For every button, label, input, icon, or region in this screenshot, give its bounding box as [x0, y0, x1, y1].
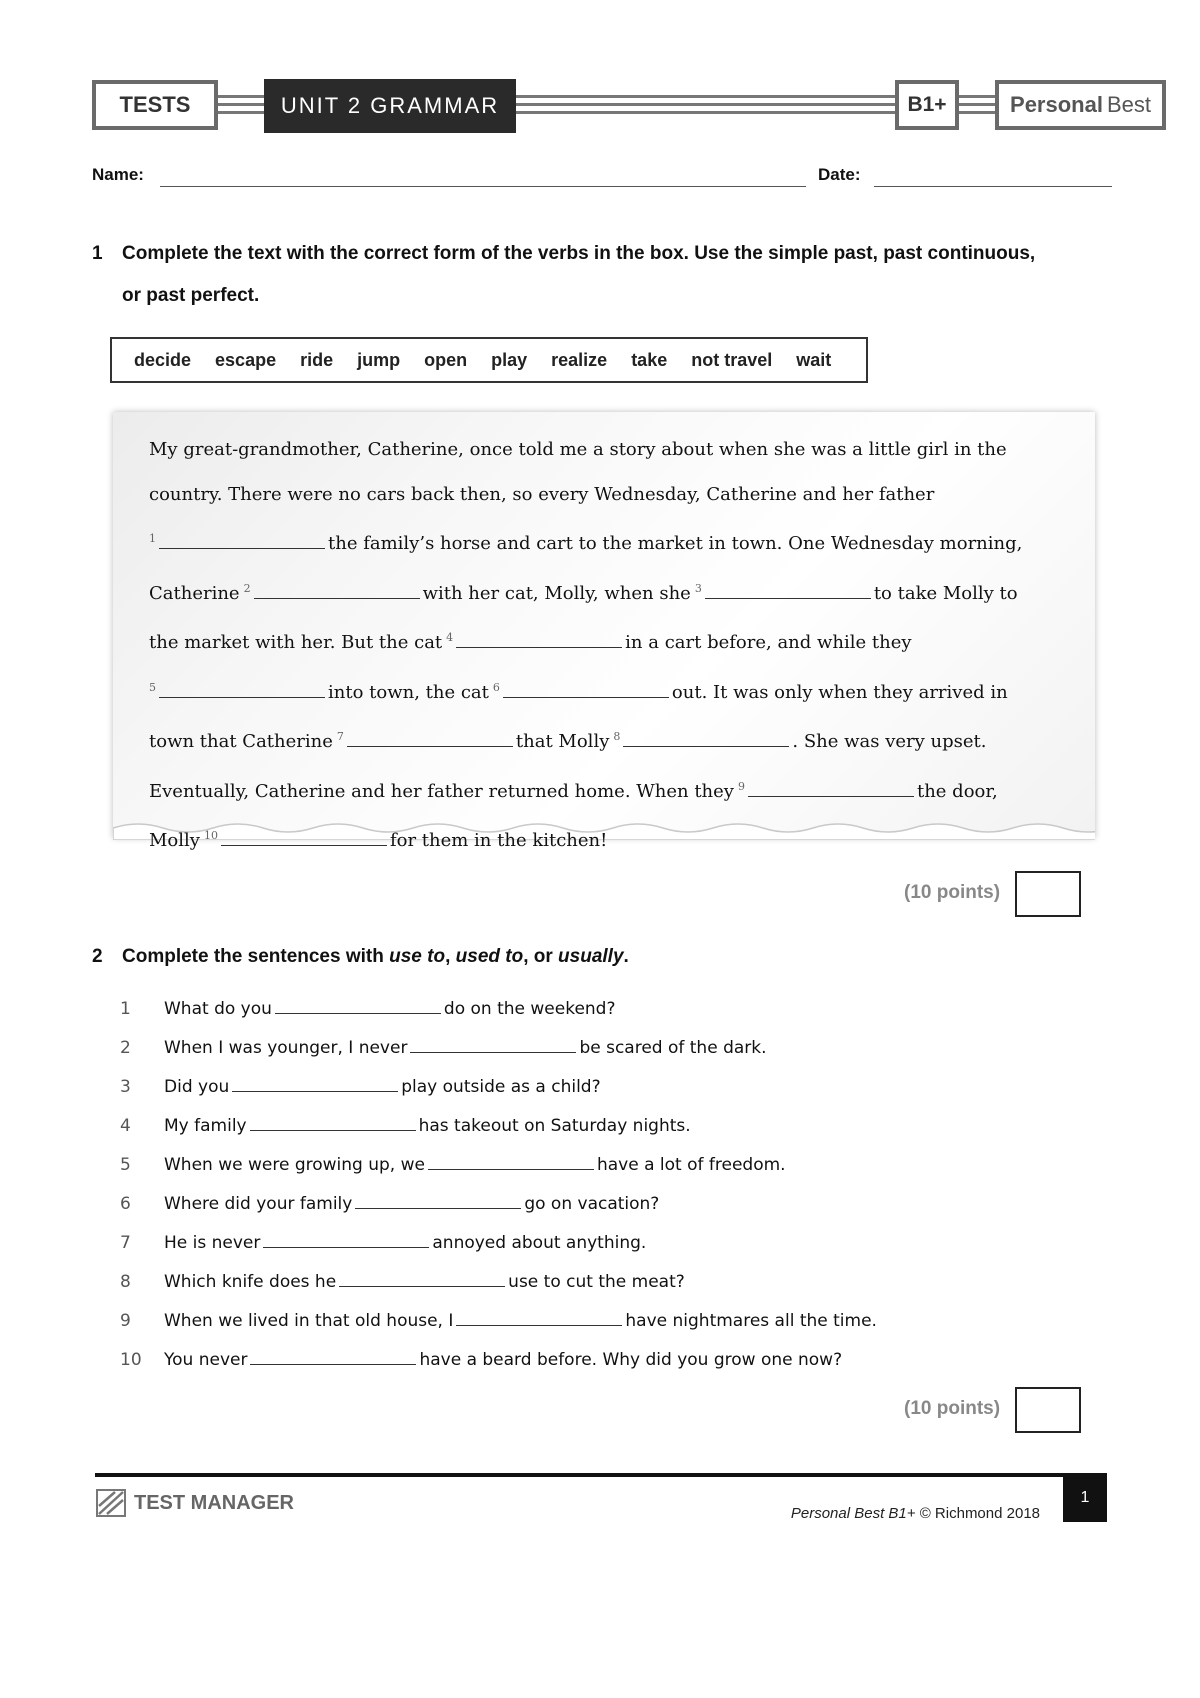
sentence-start: What do you: [164, 999, 272, 1019]
test-manager-logo: [96, 1489, 294, 1517]
sentence-start: My family: [164, 1116, 247, 1136]
sentence-start: He is never: [164, 1233, 261, 1253]
unit-title: UNIT 2 GRAMMAR: [264, 79, 516, 133]
test-manager-label: TEST MANAGER: [134, 1491, 294, 1514]
sentence-number: 9: [120, 1311, 131, 1331]
exercise-2-instruction: [122, 936, 629, 978]
verb-item: jump: [357, 349, 401, 370]
sentence-start: Did you: [164, 1077, 230, 1097]
gap-number: 7: [336, 730, 344, 743]
verb-item: wait: [796, 349, 832, 370]
verb-item: take: [631, 349, 668, 370]
option-used-to: used to: [455, 946, 524, 967]
sentence-end: be scared of the dark.: [579, 1038, 767, 1058]
answer-gap[interactable]: [410, 1051, 576, 1053]
exercise-1-number: 1: [92, 243, 103, 264]
story-fragment: that Molly: [515, 731, 610, 752]
answer-gap[interactable]: [159, 547, 325, 549]
copyright-text: © Richmond 2018: [915, 1505, 1040, 1522]
story-fragment: Molly: [149, 830, 200, 851]
answer-gap[interactable]: [250, 1129, 416, 1131]
sentence-number: 1: [120, 999, 131, 1019]
sentence-end: play outside as a child?: [401, 1077, 601, 1097]
sentence-number: 8: [120, 1272, 131, 1292]
story-fragment: to take Molly to: [873, 582, 1018, 604]
sentence-end: have a beard before. Why did you grow one now?: [419, 1350, 843, 1370]
story-fragment: My great-grandmother, Catherine, once told me a story about when she was a little girl in the: [149, 439, 1007, 460]
instruction-text: Complete the sentences with: [122, 946, 390, 967]
story-line: [149, 666, 1069, 716]
sentence-start: When I was younger, I never: [164, 1038, 408, 1058]
story-line: [149, 567, 1069, 617]
verb-item: open: [424, 349, 468, 370]
name-label: Name:: [92, 165, 144, 184]
points-label: (10 points): [904, 1398, 1001, 1419]
sentence-number: 6: [120, 1194, 131, 1214]
answer-gap[interactable]: [355, 1207, 521, 1209]
story-line: [149, 715, 1069, 765]
answer-gap[interactable]: [159, 696, 325, 698]
sentence-number: 10: [120, 1350, 142, 1370]
sentence-start: When we lived in that old house, I: [164, 1311, 454, 1331]
answer-gap[interactable]: [503, 696, 669, 698]
story-line: [149, 517, 1069, 567]
date-field[interactable]: [874, 186, 1112, 187]
exercise-2-number: 2: [92, 946, 103, 967]
sentence-start: You never: [164, 1350, 248, 1370]
story-fragment: the market with her. But the cat: [149, 632, 443, 653]
gap-number: 5: [149, 680, 156, 694]
answer-gap[interactable]: [347, 745, 513, 747]
sentence-end: have a lot of freedom.: [596, 1155, 786, 1175]
sentence-end: have nightmares all the time.: [625, 1311, 877, 1331]
gap-number: 8: [613, 730, 621, 743]
instruction-text: .: [623, 946, 629, 967]
story-fragment: with her cat, Molly, when she: [422, 582, 691, 604]
story-line: [149, 428, 1069, 473]
story-fragment: the door,: [916, 780, 998, 802]
sentence-item: [120, 1233, 646, 1253]
sentence-number: 4: [120, 1116, 131, 1136]
sentence-item: [120, 999, 616, 1019]
story-line: [149, 765, 1069, 815]
copyright-title: Personal Best B1+: [790, 1505, 916, 1522]
verb-item: decide: [134, 349, 192, 370]
verb-item: ride: [300, 349, 334, 370]
sentence-start: When we were growing up, we: [164, 1155, 425, 1175]
answer-gap[interactable]: [221, 844, 387, 846]
answer-gap[interactable]: [456, 646, 622, 648]
gap-number: 10: [203, 829, 218, 842]
gap-number: 2: [243, 581, 251, 595]
story-line: [149, 616, 1069, 666]
name-field[interactable]: [160, 186, 806, 187]
answer-gap[interactable]: [254, 597, 420, 599]
story-line: [149, 473, 1069, 518]
verb-item: realize: [551, 349, 608, 370]
story-fragment: into town, the cat: [328, 681, 489, 703]
sentence-number: 2: [120, 1038, 131, 1058]
sentence-end: do on the weekend?: [443, 999, 616, 1019]
verb-item: escape: [215, 349, 277, 370]
story-fragment: out. It was only when they arrived in: [671, 681, 1008, 703]
sentence-item: [120, 1077, 601, 1097]
story-line: [149, 814, 1069, 864]
footer-rule: [95, 1473, 1107, 1477]
instruction-text: , or: [523, 946, 559, 967]
score-box[interactable]: [1015, 1387, 1081, 1433]
sentence-start: Where did your family: [164, 1194, 353, 1214]
gap-number: 1: [149, 532, 156, 545]
sentence-item: [120, 1311, 877, 1331]
story-fragment: Eventually, Catherine and her father returned home. When they: [149, 780, 734, 802]
story-fragment: . She was very upset.: [792, 731, 987, 752]
sentence-end: has takeout on Saturday nights.: [418, 1116, 691, 1136]
test-manager-icon: [96, 1489, 126, 1517]
sentence-item: [120, 1038, 767, 1058]
gap-number: 6: [492, 680, 500, 694]
answer-gap[interactable]: [263, 1246, 429, 1248]
instruction-line: or past perfect.: [122, 285, 260, 306]
gap-number: 3: [694, 581, 702, 595]
tests-label: TESTS: [92, 80, 218, 130]
story-fragment: in a cart before, and while they: [625, 632, 912, 653]
page-number: 1: [1063, 1473, 1107, 1522]
gap-number: 4: [446, 631, 454, 644]
answer-gap[interactable]: [748, 795, 914, 797]
points-label: (10 points): [904, 882, 1001, 903]
exercise-1-instruction: [122, 233, 1122, 317]
sentence-end: go on vacation?: [524, 1194, 660, 1214]
story-fragment: the family’s horse and cart to the market in town. One Wednesday morning,: [328, 533, 1023, 554]
sentence-start: Which knife does he: [164, 1272, 337, 1292]
sentence-item: [120, 1155, 786, 1175]
instruction-text: ,: [445, 946, 456, 967]
answer-gap[interactable]: [232, 1090, 398, 1092]
sentence-number: 5: [120, 1155, 131, 1175]
sentence-item: [120, 1350, 842, 1370]
sentence-item: [120, 1116, 691, 1136]
answer-gap[interactable]: [456, 1324, 622, 1326]
option-usually: usually: [558, 946, 624, 967]
story-fragment: country. There were no cars back then, so every Wednesday, Catherine and her father: [149, 483, 935, 505]
answer-gap[interactable]: [339, 1285, 505, 1287]
answer-gap[interactable]: [623, 745, 789, 747]
answer-gap[interactable]: [428, 1168, 594, 1170]
answer-gap[interactable]: [705, 597, 871, 599]
story-fragment: town that Catherine: [149, 731, 333, 752]
gap-number: 9: [737, 779, 745, 793]
copyright: [791, 1505, 1040, 1522]
answer-gap[interactable]: [250, 1363, 416, 1365]
score-box[interactable]: [1015, 871, 1081, 917]
sentence-end: annoyed about anything.: [432, 1233, 647, 1253]
story-text: [149, 428, 1069, 864]
date-label: Date:: [818, 165, 861, 184]
brand-word-2: Best: [1106, 92, 1151, 117]
sentence-end: use to cut the meat?: [508, 1272, 685, 1292]
story-fragment: Catherine: [149, 582, 240, 604]
brand-logo: [995, 80, 1166, 130]
brand-word-1: Personal: [1010, 92, 1103, 117]
answer-gap[interactable]: [275, 1012, 441, 1014]
header-band: [92, 79, 1166, 133]
sentence-number: 7: [120, 1233, 131, 1253]
sentence-item: [120, 1272, 685, 1292]
sentence-number: 3: [120, 1077, 131, 1097]
verb-box: [110, 337, 868, 383]
level-badge: B1+: [895, 80, 959, 130]
story-fragment: for them in the kitchen!: [389, 830, 608, 851]
instruction-line: Complete the text with the correct form of the verbs in the box. Use the simple past, past continuous,: [122, 243, 1036, 264]
sentence-item: [120, 1194, 659, 1214]
verb-item: not travel: [691, 349, 773, 370]
verb-item: play: [491, 349, 528, 370]
story-card: [113, 412, 1095, 851]
option-use-to: use to: [389, 946, 446, 967]
